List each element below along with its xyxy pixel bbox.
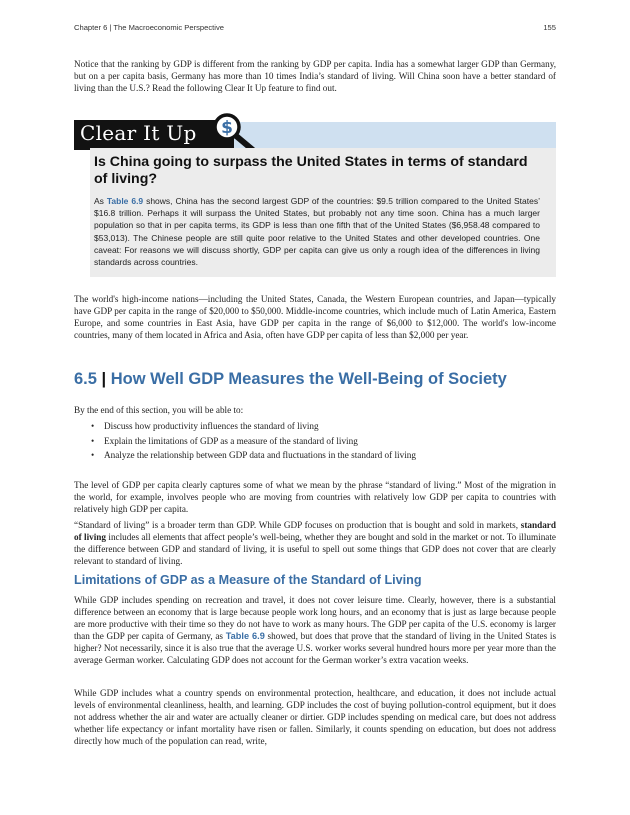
income-text: The world's high-income nations—including the United States, Canada, the Western European countries, and Japan—typically have GDP per capita in the range of $20,000 to $50,000. Middle-income countries, which include much of Latin America, Eastern Europe, and some countries in East Asia, have GDP per capita in the range of $6,000 to $12,000. The world's low-income countries, many of them located in Africa and Asia, often have GDP per capita of less than $2,000 per year. (74, 294, 556, 340)
sol-post: includes all elements that affect people’s well-being, whether they are bought and sold in the market or not. To illuminate the difference between GDP and standard of living, it is useful to spell out some things that GDP does not cover that are clearly relevant to standard of living. (74, 532, 557, 566)
clear-it-up-question: Is China going to surpass the United States in terms of standard of living? (94, 154, 528, 187)
page-number: 155 (543, 23, 556, 32)
objective-item: • Analyze the relationship between GDP data and fluctuations in the standard of living (74, 448, 556, 463)
objective-item: • Discuss how productivity influences the standard of living (74, 419, 556, 434)
table-6-9-link[interactable]: Table 6.9 (106, 196, 144, 206)
svg-text:$: $ (221, 118, 233, 138)
standard-of-living-paragraph (74, 519, 556, 567)
chapter-title: Chapter 6 | The Macroeconomic Perspective (74, 23, 224, 32)
intro-paragraph (74, 58, 556, 94)
leisure-paragraph (74, 594, 556, 666)
section-heading (74, 370, 507, 389)
section-separator: | (101, 370, 107, 388)
key-term: standard of living (74, 520, 556, 542)
income-paragraph (74, 293, 556, 341)
ciu-text-pre: As (94, 196, 107, 206)
clear-it-up-box (74, 120, 556, 277)
learning-objectives (74, 404, 556, 463)
subsection-heading: Limitations of GDP as a Measure of the Standard of Living (74, 573, 422, 587)
environment-text: While GDP includes what a country spends on environmental protection, healthcare, and education, it does not include actual levels of environmental cleanliness, health, and learning. GDP includes the cost of buying pollution-control equipment, but it does not address whether the air and water are actually cleaner or dirtier. GDP includes spending on medical care, but does not address whether life expectancy or infant mortality have risen or fallen. Similarly, it counts spending on education, but does not address directly how much of the population can read, write, (74, 688, 556, 746)
section-number: 6.5 (74, 370, 97, 388)
objectives-list (74, 419, 556, 463)
clear-it-up-body (90, 148, 556, 277)
leisure-text (74, 594, 556, 666)
leisure-pre: While GDP includes spending on recreation and travel, it does not cover leisure time. Clearly, however, there is a substantial difference between an economy that is large because people work long hours, and an economy that is just as large because people are more productive with their time so they do not have to work as many hours. The GDP per capita of the U.S. economy is larger than the GDP per capita of Germany, as (74, 595, 556, 641)
ciu-text-post: shows, China has the second largest GDP of the countries: $9.5 trillion compared to the United States’ $16.8 trillion. Perhaps it will surpass the United States, but probably not any time soon. China has a much larger population so that in per capita terms, its GDP is less than one fifth that of the United States ($6,958.48 compared to $53,013). The Chinese people are still quite poor relative to the United States and other developed countries. One caveat: For reasons we will discuss shortly, GDP per capita can give us only a rough idea of the differences in living standards across countries. (94, 196, 540, 268)
intro-text: Notice that the ranking by GDP is different from the ranking by GDP per capita. India has a somewhat larger GDP than Germany, but on a per capita basis, Germany has more than 10 times India’s standard of living. Will China soon have a better standard of living than the U.S.? Read the following Clear It Up feature to find out. (74, 59, 556, 93)
level-text: The level of GDP per capita clearly captures some of what we mean by the phrase “standard of living.” Most of the migration in the world, for example, involves people who are moving from countries with relatively low GDP per capita to countries with relatively high GDP per capita. (74, 480, 556, 514)
level-paragraph (74, 479, 556, 515)
clear-it-up-text (94, 195, 540, 268)
clear-it-up-label-text: Clear It Up (80, 121, 197, 145)
objectives-lead: By the end of this section, you will be able to: (74, 405, 244, 415)
objective-item: • Explain the limitations of GDP as a measure of the standard of living (74, 434, 556, 449)
clear-it-up-label (74, 120, 234, 150)
sol-text (74, 519, 556, 567)
section-title: How Well GDP Measures the Well-Being of Society (110, 370, 507, 388)
page-header (74, 23, 556, 37)
sol-pre: “Standard of living” is a broader term than GDP. While GDP focuses on production that is bought and sold in markets, (74, 520, 521, 530)
environment-paragraph (74, 687, 556, 747)
table-6-9-link-2[interactable]: Table 6.9 (225, 631, 265, 641)
leisure-post: showed, but does that prove that the standard of living in the United States is higher? Not necessarily, since it is also true that the average U.S. worker works several hundred hours more per year more than the average German worker. Calculating GDP does not account for the German worker’s extra vacation weeks. (74, 631, 557, 665)
